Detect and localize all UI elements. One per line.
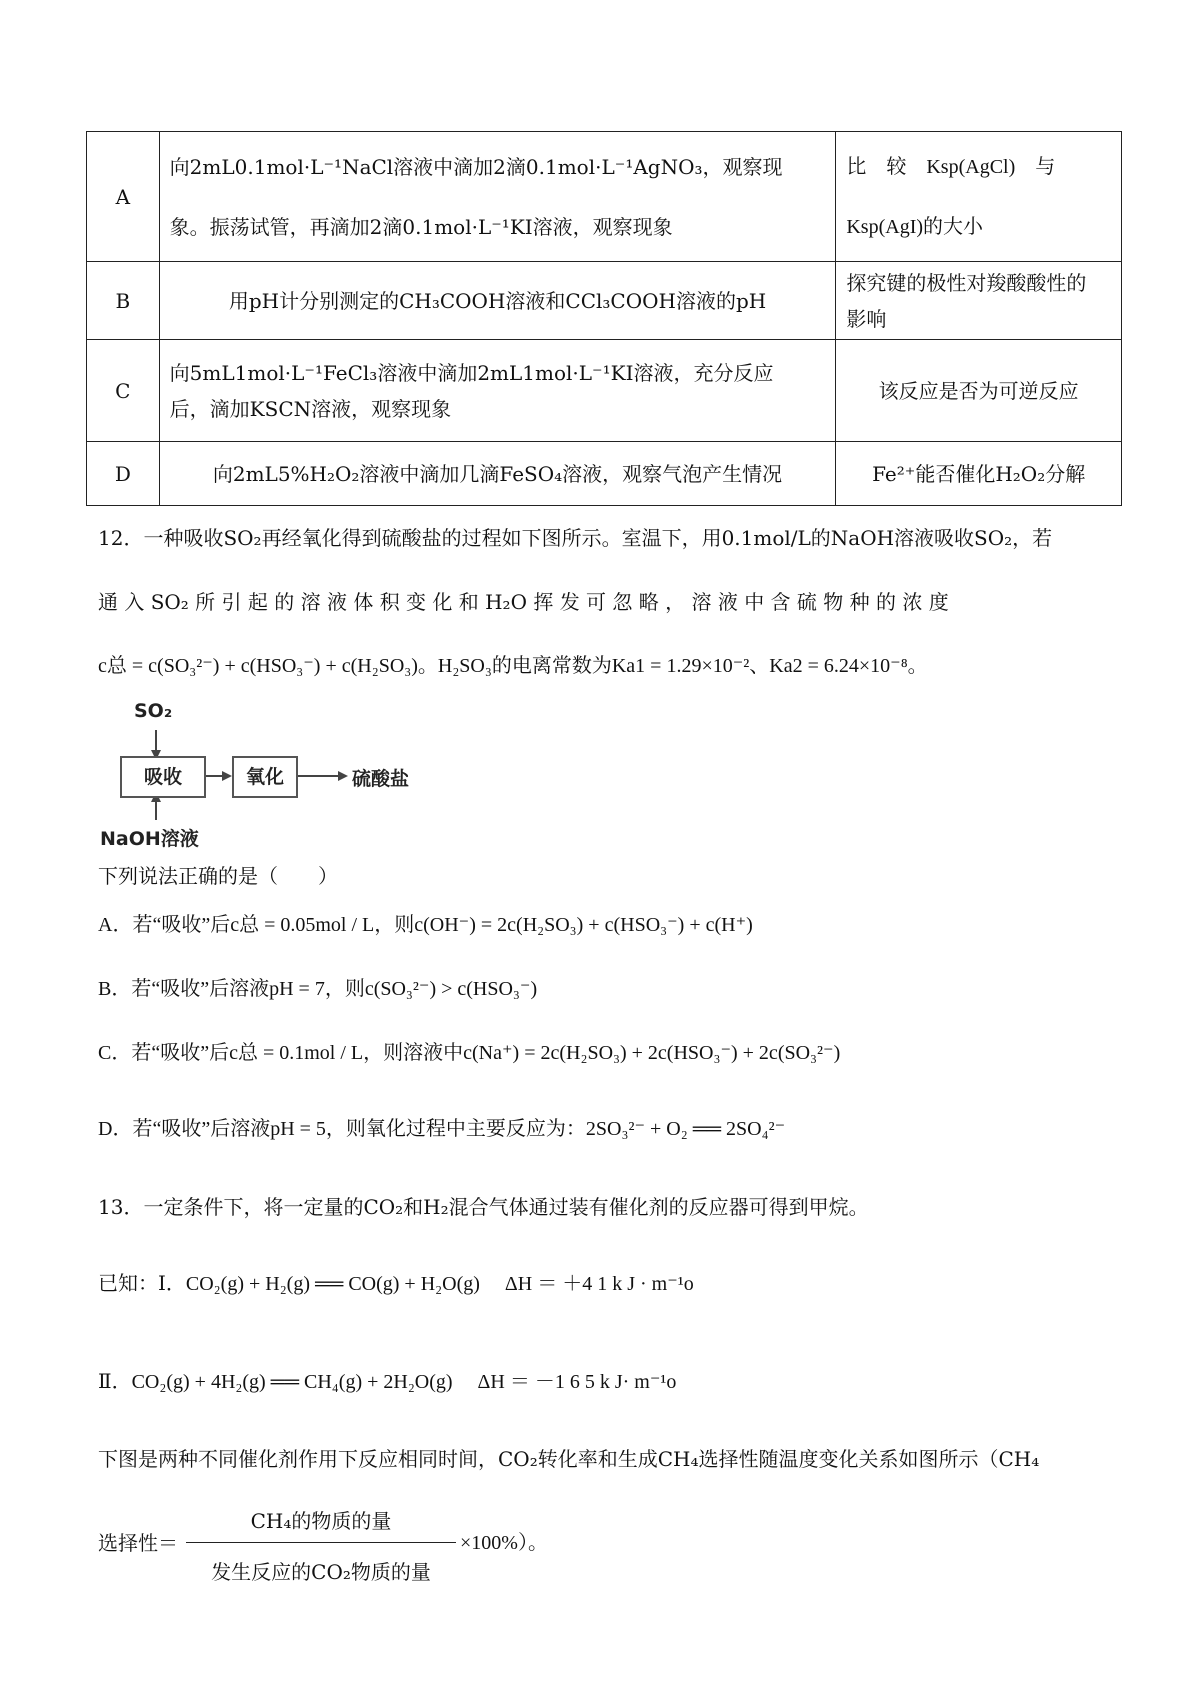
q12-line-2: 通 入 SO₂ 所 引 起 的 溶 液 体 积 变 化 和 H₂O 挥 发 可 忽 略 ， 溶 液 中 含 硫 物 种 的 浓 度 <box>98 590 949 614</box>
experiment-table <box>86 131 1122 506</box>
table-row <box>87 262 1122 340</box>
arrow-right-head-2 <box>338 771 348 781</box>
operation-line: 用pH计分别测定的CH₃COOH溶液和CCl₃COOH溶液的pH <box>228 288 767 313</box>
oxidize-box: 氧化 <box>232 756 298 798</box>
q12-line-3: c总 = c(SO₃²⁻) + c(HSO₃⁻) + c(H₂SO₃)。H₂SO₃的电离常数为Ka1 = 1.29×10⁻²、Ka2 = 6.24×10⁻⁸。 <box>98 655 928 677</box>
so2-input-label: SO₂ <box>134 700 173 722</box>
q12-option-c: C．若“吸收”后c总 = 0.1mol / L，则溶液中c(Na⁺) = 2c(H₂SO₃) + 2c(HSO₃⁻) + 2c(SO₃²⁻) <box>98 1042 841 1064</box>
q12-prompt: 下列说法正确的是（ ） <box>98 864 338 888</box>
q13-reaction-1: 已知：Ⅰ．CO₂(g) + H₂(g) ══ CO(g) + H₂O(g) ΔH ＝ ＋4 1 k J · m⁻¹o <box>98 1273 694 1295</box>
sulfate-output-label: 硫酸盐 <box>352 768 410 790</box>
q12-option-d: D．若“吸收”后溶液pH = 5，则氧化过程中主要反应为：2SO₃²⁻ + O₂ ══ 2SO₄²⁻ <box>98 1118 786 1140</box>
fraction-numerator: CH₄的物质的量 <box>250 1509 392 1533</box>
operation-cell <box>159 132 836 262</box>
fraction-bar <box>186 1542 456 1543</box>
naoh-input-label: NaOH溶液 <box>100 828 199 850</box>
operation-line: 后，滴加KSCN溶液，观察现象 <box>169 396 452 421</box>
row-label: D <box>87 442 160 506</box>
purpose-line: 影响 <box>846 306 887 331</box>
operation-cell <box>159 262 836 340</box>
table-row <box>87 442 1122 506</box>
table-row <box>87 132 1122 262</box>
purpose-cell <box>836 340 1122 442</box>
q13-line-4: 下图是两种不同催化剂作用下反应相同时间，CO₂转化率和生成CH₄选择性随温度变化关系如图所示（CH₄ <box>98 1447 1040 1471</box>
operation-line: 向5mL1mol·L⁻¹FeCl₃溶液中滴加2mL1mol·L⁻¹KI溶液，充分反应 <box>169 360 774 385</box>
absorb-box: 吸收 <box>120 756 206 798</box>
row-label: B <box>87 262 160 340</box>
operation-line: 象。振荡试管，再滴加2滴0.1mol·L⁻¹KI溶液，观察现象 <box>169 214 673 239</box>
row-label: C <box>87 340 160 442</box>
operation-line: 向2mL5%H₂O₂溶液中滴加几滴FeSO₄溶液，观察气泡产生情况 <box>212 461 783 486</box>
arrow-right-head-1 <box>222 771 232 781</box>
q13-line-1: 13．一定条件下，将一定量的CO₂和H₂混合气体通过装有催化剂的反应器可得到甲烷。 <box>98 1195 869 1219</box>
q13-reaction-2: Ⅱ．CO₂(g) + 4H₂(g) ══ CH₄(g) + 2H₂O(g) ΔH ＝ －1 6 5 k J· m⁻¹o <box>98 1371 677 1393</box>
purpose-cell <box>836 262 1122 340</box>
purpose-line: 探究键的极性对羧酸酸性的 <box>846 270 1087 295</box>
q12-option-b: B．若“吸收”后溶液pH = 7，则c(SO₃²⁻) > c(HSO₃⁻) <box>98 978 538 1000</box>
fraction-tail: ×100%）。 <box>460 1532 548 1554</box>
purpose-line: 比 较 Ksp(AgCl) 与 <box>846 155 1056 178</box>
purpose-line: 该反应是否为可逆反应 <box>878 378 1079 403</box>
purpose-cell <box>836 132 1122 262</box>
row-label: A <box>87 132 160 262</box>
q12-option-a: A．若“吸收”后c总 = 0.05mol / L，则c(OH⁻) = 2c(H₂SO₃) + c(HSO₃⁻) + c(H⁺) <box>98 914 753 936</box>
purpose-cell <box>836 442 1122 506</box>
purpose-line: Fe²⁺能否催化H₂O₂分解 <box>872 461 1086 486</box>
selectivity-label: 选择性＝ <box>98 1531 178 1555</box>
purpose-line: Ksp(AgI)的大小 <box>846 215 984 238</box>
operation-cell <box>159 340 836 442</box>
table-row <box>87 340 1122 442</box>
q12-line-1: 12．一种吸收SO₂再经氧化得到硫酸盐的过程如下图所示。室温下，用0.1mol/L的NaOH溶液吸收SO₂，若 <box>98 526 1053 550</box>
operation-line: 向2mL0.1mol·L⁻¹NaCl溶液中滴加2滴0.1mol·L⁻¹AgNO₃，观察现 <box>169 154 783 179</box>
operation-cell <box>159 442 836 506</box>
fraction-denominator: 发生反应的CO₂物质的量 <box>211 1560 431 1584</box>
